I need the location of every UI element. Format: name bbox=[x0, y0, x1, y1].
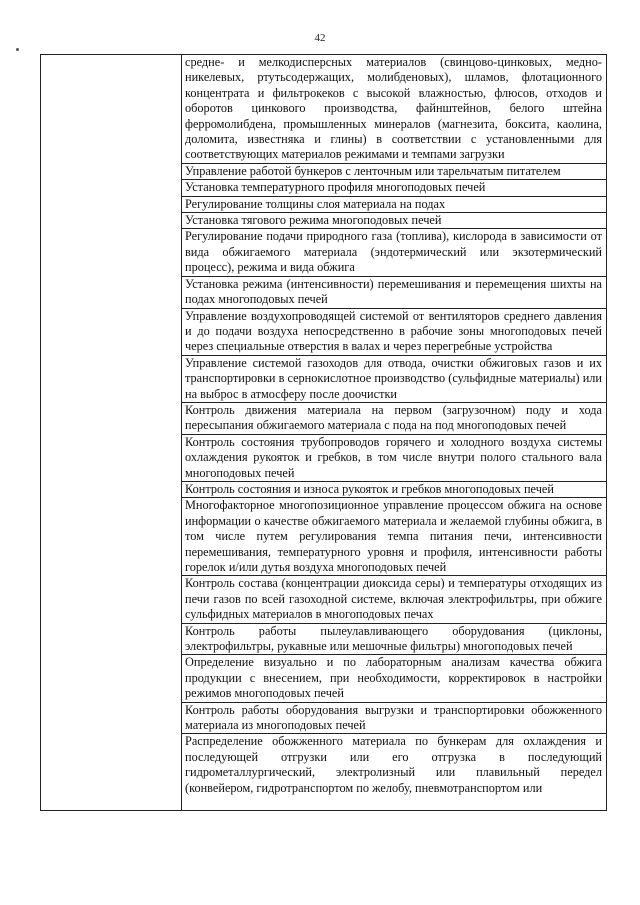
table-cell: Определение визуально и по лабораторным анализам качества обжига продукции с внесением, при необходимости, корректировок в настройки режимов многоподовых печей bbox=[182, 655, 607, 702]
table-cell: Распределение обожженного материала по бункерам для охлаждения и последующей отгрузки или его отгрузка в последующий гидрометаллургический, электролизный или плавильный передел (конвейером, гидротранспортом по желобу, пневмотранспортом или bbox=[182, 734, 607, 811]
page-number: 42 bbox=[314, 32, 326, 44]
labor-functions-table bbox=[40, 54, 607, 811]
table-cell: Регулирование подачи природного газа (топлива), кислорода в зависимости от вида обжигаемого материала (эндотермический или экзотермический процесс), режима и вида обжига bbox=[182, 229, 607, 276]
table-cell: Контроль работы оборудования выгрузки и транспортировки обожженного материала из многоподовых печей bbox=[182, 702, 607, 734]
table-cell: средне- и мелкодисперсных материалов (свинцово-цинковых, медно-никелевых, ртутьсодержащих, молибденовых), шламов, флотационного концентрата и фильтрокеков с высокой влажностью, флюсов, отходов и оборотов цинкового производства, файнштейнов, белого штейна ферромолибдена, промышленных минералов (магнезита, боксита, каолина, доломита, известняка и глины) в соответствии с установленными для соответствующих материалов режимами и темпами загрузки bbox=[182, 55, 607, 164]
table-cell: Контроль состава (концентрации диоксида серы) и температуры отходящих из печи газов по всей газоходной системе, включая электрофильтры, при обжиге сульфидных материалов в многоподовых печах bbox=[182, 576, 607, 623]
table-cell: Установка температурного профиля многоподовых печей bbox=[182, 180, 607, 196]
table-cell: Управление работой бункеров с ленточным или тарельчатым питателем bbox=[182, 163, 607, 179]
margin-mark bbox=[16, 48, 19, 51]
table-cell: Контроль движения материала на первом (загрузочном) поду и хода пересыпания обжигаемого материала с пода на под многоподовых печей bbox=[182, 402, 607, 434]
table-cell: Контроль работы пылеулавливающего оборудования (циклоны, электрофильтры, рукавные или мешочные фильтры) многоподовых печей bbox=[182, 623, 607, 655]
table-cell: Управление системой газоходов для отвода, очистки обжиговых газов и их транспортировки в сернокислотное производство (сульфидные материалы) или на выброс в атмосферу после доочистки bbox=[182, 355, 607, 402]
left-column-cell bbox=[41, 55, 182, 811]
table-cell: Управление воздухопроводящей системой от вентиляторов среднего давления и до подачи воздуха непосредственно в рабочие зоны многоподовых печей через специальные отверстия в валах и через перегребные устройства bbox=[182, 308, 607, 355]
table-cell: Установка тягового режима многоподовых печей bbox=[182, 213, 607, 229]
table-cell: Установка режима (интенсивности) перемешивания и перемещения шихты на подах многоподовых печей bbox=[182, 276, 607, 308]
table-row bbox=[41, 55, 607, 164]
table-cell: Регулирование толщины слоя материала на подах bbox=[182, 196, 607, 212]
table-cell: Контроль состояния и износа рукояток и гребков многоподовых печей bbox=[182, 481, 607, 497]
table-cell: Многофакторное многопозиционное управление процессом обжига на основе информации о качестве обжигаемого материала и желаемой глубины обжига, в том числе путем регулирования темпа питания печи, интенсивности перемешивания, температурного уровня и профиля, интенсивности работы горелок и/или дутья воздуха многоподовых печей bbox=[182, 498, 607, 576]
table-cell: Контроль состояния трубопроводов горячего и холодного воздуха системы охлаждения рукояток и гребков, в том числе внутри полого стального вала многоподовых печей bbox=[182, 434, 607, 481]
